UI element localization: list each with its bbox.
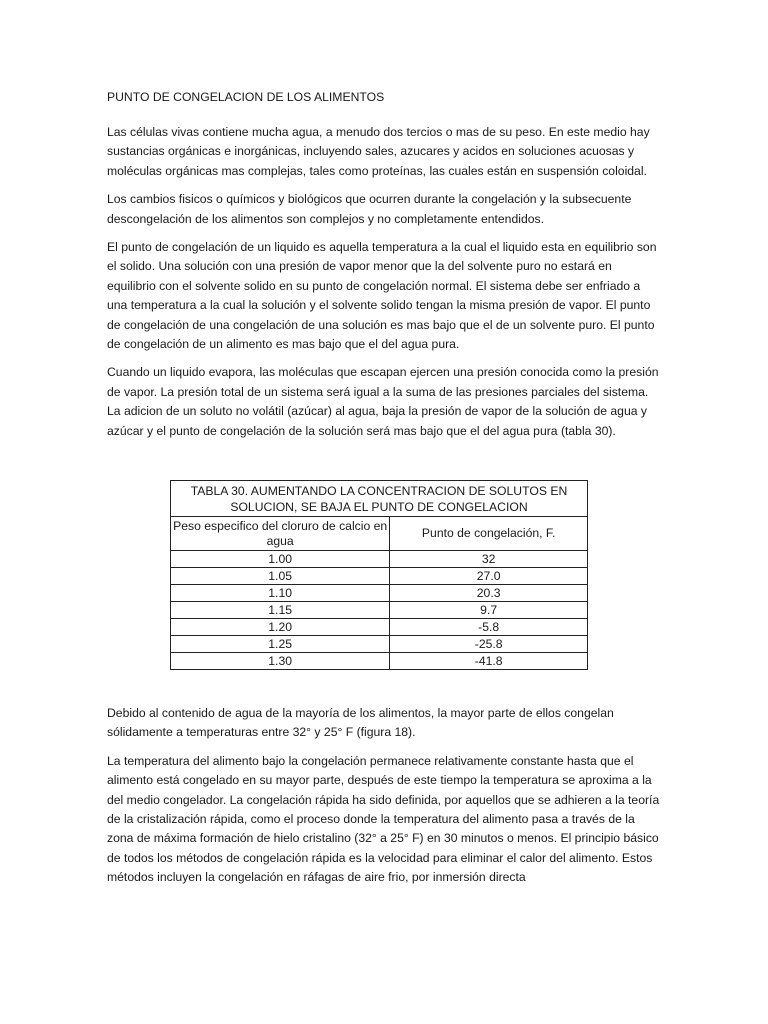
table-row	[171, 636, 588, 653]
document-body	[107, 88, 663, 450]
table-header-row	[171, 517, 588, 551]
paragraph-3: El punto de congelación de un liquido es aquella temperatura a la cual el liquido esta en equilibrio son el solido. Una solución con una presión de vapor menor que la del solvente puro no estará en equilibrio con el solvente solido en su punto de congelación normal. El sistema debe ser enfriado a una temperatura a la cual la solución y el solvente solido tengan la misma presión de vapor. El punto de congelación de una congelación de una solución es mas bajo que el de un solvente puro. El punto de congelación de un alimento es mas bajo que el del agua pura.	[107, 240, 657, 352]
paragraph-2: Los cambios fisicos o químicos y biológicos que ocurren durante la congelación y la subsecuente descongelación de los alimentos son complejos y no completamente entendidos.	[107, 192, 632, 226]
table-row	[171, 551, 588, 568]
table-row	[171, 602, 588, 619]
cell-freezing-point: 32	[390, 551, 588, 568]
cell-freezing-point: -5.8	[390, 619, 588, 636]
cell-freezing-point: 9.7	[390, 602, 588, 619]
cell-density: 1.00	[171, 551, 390, 568]
table-row	[171, 568, 588, 585]
data-table	[170, 480, 588, 670]
table-row	[171, 619, 588, 636]
column-header-freezing-point: Punto de congelación, F.	[390, 517, 588, 551]
cell-density: 1.15	[171, 602, 390, 619]
paragraph-5: Debido al contenido de agua de la mayoría de los alimentos, la mayor parte de ellos congelan sólidamente a temperaturas entre 32° y 25° F (figura 18).	[107, 706, 614, 740]
document-title: PUNTO DE CONGELACION DE LOS ALIMENTOS	[107, 90, 385, 104]
table-caption-row	[171, 481, 588, 517]
table-row	[171, 653, 588, 670]
cell-freezing-point: 27.0	[390, 568, 588, 585]
cell-freezing-point: -41.8	[390, 653, 588, 670]
paragraph-6: La temperatura del alimento bajo la congelación permanece relativamente constante hasta que el alimento está congelado en su mayor parte, después de este tiempo la temperatura se aproxima a la del medio congelador. La congelación rápida ha sido definida, por aquellos que se adhieren a la teoría de la cristalización rápida, como el proceso donde la temperatura del alimento pasa a través de la zona de máxima formación de hielo cristalino (32° a 25° F) en 30 minutos o menos. El principio básico de todos los métodos de congelación rápida es la velocidad para eliminar el calor del alimento. Estos métodos incluyen la congelación en ráfagas de aire frio, por inmersión directa	[107, 753, 660, 885]
cell-freezing-point: 20.3	[390, 585, 588, 602]
table-30	[170, 480, 588, 670]
cell-density: 1.10	[171, 585, 390, 602]
table-row	[171, 585, 588, 602]
cell-freezing-point: -25.8	[390, 636, 588, 653]
table-caption: TABLA 30. AUMENTANDO LA CONCENTRACION DE SOLUTOS EN SOLUCION, SE BAJA EL PUNTO DE CONGELACION	[171, 481, 588, 517]
cell-density: 1.30	[171, 653, 390, 670]
paragraph-1: Las células vivas contiene mucha agua, a menudo dos tercios o mas de su peso. En este medio hay sustancias orgánicas e inorgánicas, incluyendo sales, azucares y acidos en soluciones acuosas y moléculas orgánicas mas complejas, tales como proteínas, las cuales están en suspensión coloidal.	[107, 125, 650, 178]
cell-density: 1.05	[171, 568, 390, 585]
cell-density: 1.20	[171, 619, 390, 636]
paragraph-4: Cuando un liquido evapora, las moléculas que escapan ejercen una presión conocida como la presión de vapor. La presión total de un sistema será igual a la suma de las presiones parciales del sistema. La adicion de un soluto no volátil (azúcar) al agua, baja la presión de vapor de la solución de agua y azúcar y el punto de congelación de la solución será mas bajo que el del agua pura (tabla 30).	[107, 365, 659, 438]
column-header-density: Peso especifico del cloruro de calcio en agua	[171, 517, 390, 551]
document-body-continued	[107, 704, 663, 897]
cell-density: 1.25	[171, 636, 390, 653]
